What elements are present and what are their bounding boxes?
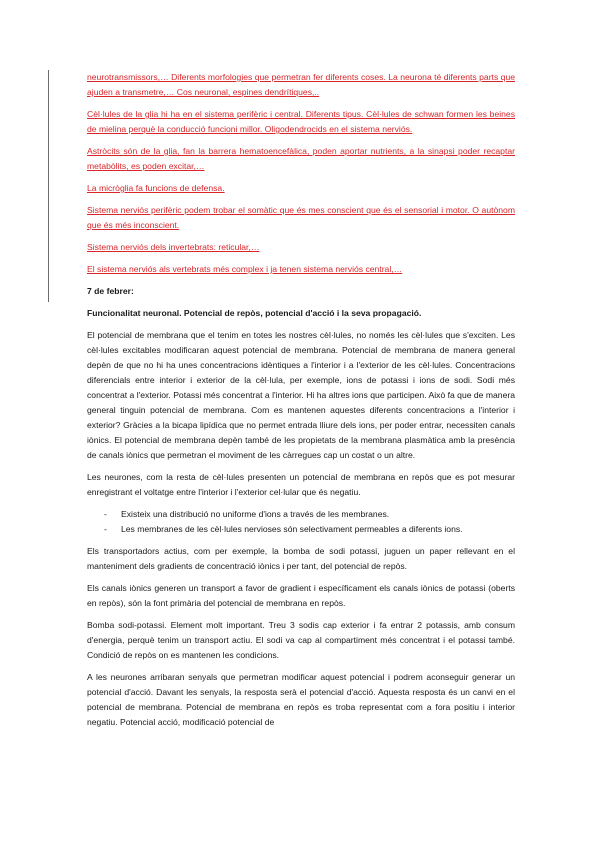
red-note-2: Cèl·lules de la glia hi ha en el sistema perifèric i central. Diferents tipus. Cèl·lules de schwan formen les beines de mielina perquè la conducció funcioni millor. Oligodendrocids en el sistema nerviós.: [87, 109, 515, 134]
bullet-item: - Existeix una distribució no uniforme d'ions a través de les membranes.: [87, 507, 515, 522]
red-note-5: Sistema nerviós perifèric podem trobar el somàtic que és mes conscient que és el sensorial i motor. O autònom que és més inconscient.: [87, 205, 515, 230]
document-body: [87, 70, 515, 737]
paragraph-ion-channels: Els canals iònics generen un transport a favor de gradient i específicament els canals iònics de potassi (oberts en repòs), són la font primària del potencial de membrana en repòs.: [87, 583, 515, 608]
section-title: Funcionalitat neuronal. Potencial de repòs, potencial d'acció i la seva propagació.: [87, 308, 422, 318]
paragraph-action-potential: A les neurones arribaran senyals que permetran modificar aquest potencial i podrem aconseguir generar un potencial d'acció. Davant les senyals, la resposta serà el potencial d'acció. Aquesta resposta és un canvi en el potencial de membrana. Potencial de membrana en repòs es troba representat com a fora positiu i interior negatiu. Potencial acció, modificació potencial de: [87, 672, 515, 727]
red-note-3: Astròcits són de la glia, fan la barrera hematoencefàlica, poden aportar nutrients, a la sinapsi poder recaptar metabòlits, es poden excitar,…: [87, 146, 515, 171]
red-note-4: La micròglia fa funcions de defensa.: [87, 183, 225, 193]
paragraph-neurons-resting: Les neurones, com la resta de cèl·lules presenten un potencial de membrana en repòs que es pot mesurar enregistrant el voltatge entre l'interior i l'exterior cel·lular que és negatiu.: [87, 472, 515, 497]
red-note-1: neurotransmissors,… Diferents morfologies que permetran fer diferents coses. La neurona té diferents parts que ajuden a transmetre,… Cos neuronal, espines dendrítiques,..: [87, 72, 515, 97]
bullet-item: - Les membranes de les cèl·lules nervioses són selectivament permeables a diferents ions.: [87, 522, 515, 537]
date-heading: 7 de febrer:: [87, 286, 134, 296]
red-note-6: Sistema nerviós dels invertebrats: reticular,…: [87, 242, 260, 252]
bullet-list: [87, 507, 515, 537]
red-note-7: El sistema nerviós als vertebrats més complex i ja tenen sistema nerviós central,…: [87, 264, 403, 274]
paragraph-membrane-potential: El potencial de membrana que el tenim en totes les nostres cèl·lules, no només les cèl·lules que s'exciten. Les cèl·lules excitables modificaran aquest potencial de membrana. Potencial de membrana de manera general depèn de que no hi ha unes concentracions idèntiques a l'interior i a l'exterior de les cèl·lules. Concentracions diferencials entre interior i exterior de la cèl·lula, per exemple, ions de potassi i ions de sodi. Sodi més concentrat a l'exterior. Potassi més concentrat a l'interior. Hi ha altres ions que participen. Això fa que de manera general tinguin potencial de membrana. Com es mantenen aquestes diferents concentracions a l'interior i exterior? Gràcies a la bicapa lipídica que no permet entrada lliure dels ions, per poder entrar, necessiten canals iònics. El potencial de membrana depèn també de les propietats de la membrana plasmàtica amb la presència de canals iònics que permetran el moviment de les càrregues cap un costat o un altre.: [87, 330, 515, 460]
change-bar: [48, 70, 49, 302]
paragraph-active-transport: Els transportadors actius, com per exemple, la bomba de sodi potassi, juguen un paper rellevant en el manteniment dels gradients de concentració iònics i per tant, del potencial de repòs.: [87, 546, 515, 571]
paragraph-sodium-potassium-pump: Bomba sodi-potassi. Element molt important. Treu 3 sodis cap exterior i fa entrar 2 potassis, amb consum d'energia, perquè tenim un transport actiu. El sodi va cap al compartiment més concentrat i el potassi també. Condició de repòs on es mantenen les condicions.: [87, 620, 515, 660]
